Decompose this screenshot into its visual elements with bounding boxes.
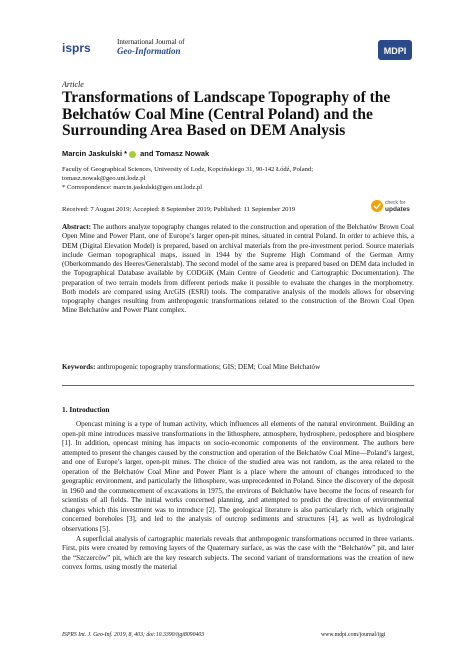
author-email[interactable]: tomasz.nowak@geo.uni.lodz.pl: [62, 175, 146, 183]
orcid-icon[interactable]: [129, 151, 136, 158]
author-list: [62, 149, 209, 158]
paragraph: Opencast mining is a type of human activity, which influences all elements of the natural environment. Building an open-pit mine introduces massive transformations in the lithosphere, atmosphere, hydrosphere, pedosphere and biosphere [1]. In addition, opencast mining has impacts on socio-economic components of the environment. The authors here attempted to present the changes caused by the construction and operation of the Bełchatów Coal Mine—Poland’s largest, and one of Europe’s larger, open-pit mines. The choice of the studied area was not random, as the area related to the operation of the Bełchatów Coal Mine and Power Plant is a place where the amount of changes introduced to the geographic environment, and particularly the lithosphere, was unprecedented in Poland. Since the discovery of the deposit in 1960 and the commencement of excavations in 1975, the environs of Bełchatów have become the focus of research for scientists of all fields. The initial works concerned planning, and attempted to predict the direction of environmental changes which this investment was to introduce [2]. The geological literature is also particularly rich, which originally concerned boreholes [3], and led to the analysis of outcrop sediments and structures [4], as well as hydrological observations [5].: [62, 420, 414, 534]
paper-title: Transformations of Landscape Topography of the Bełchatów Coal Mine (Central Poland) and the Surrounding Area Based on DEM Analysis: [62, 89, 391, 139]
author-second[interactable]: and Tomasz Nowak: [140, 149, 210, 158]
keywords: [62, 363, 414, 372]
article-type: Article: [62, 80, 84, 89]
author-first[interactable]: Marcin Jaskulski *: [62, 149, 128, 158]
correspondence[interactable]: * Correspondence: marcin.jaskulski@geo.uni.lodz.pl: [62, 184, 203, 192]
mdpi-text: MDPI: [383, 46, 407, 56]
publication-dates: Received: 7 August 2019; Accepted: 8 September 2019; Published: 11 September 2019: [62, 206, 296, 213]
updates-icon: [371, 200, 383, 212]
logo-text: isprs: [62, 41, 91, 55]
updates-line1: check for: [385, 200, 406, 206]
section-heading: 1. Introduction: [62, 405, 110, 414]
keywords-text: anthropogenic topography transformations; GIS; DEM; Coal Mine Bełchatów: [97, 363, 321, 371]
paragraph: A superficial analysis of cartographic materials reveals that anthropogenic transformations occurred in three variants. First, pits were created by removing layers of the Quaternary surface, as was the case with the “Bełchatów” pit, and later the “Szczerców” pit, which are the key research subjects. The second variant of transformations was the creation of new convex forms, using mostly the material: [62, 534, 414, 572]
abstract-label: Abstract:: [62, 223, 91, 231]
check-updates-badge[interactable]: [370, 196, 410, 216]
affiliation: [62, 165, 402, 193]
footer-citation: ISPRS Int. J. Geo-Inf. 2019, 8, 403; doi:10.3390/ijgi8090403: [62, 632, 205, 638]
affiliation-line: Faculty of Geographical Sciences, University of Lodz, Kopcińskiego 31, 90-142 Łódź, Poland;: [62, 166, 314, 173]
abstract-text: The authors analyze topography changes related to the construction and operation of the Bełchatów Brown Coal Open Mine and Power Plant, one of Europe’s larger open-pit mines, situated in central Poland. In order to achieve this, a DEM (Digital Elevation Model) is prepared, based on archival materials from the pre-investment period. Source materials include German topographical maps, issued in 1944 by the Supreme High Command of the German Army (Oberkommando des Heeres/Generalstab). The second model of the same area is prepared based on DEM data included in the Topographical Database available by CODGiK (Main Centre of Geodetic and Cartographic Documentation). The preparation of two terrain models from different periods make it possible to evaluate the changes in the morphometry. Both models are compared using ArcGIS (ESRI) tools. The comparative analysis of the models allows for observing topography changes resulting from anthropogenic transformations related to the construction of the Brown Coal Open Mine Bełchatów and Power Plant complex.: [62, 223, 414, 315]
updates-line2: updates: [385, 206, 410, 213]
abstract: [62, 223, 414, 316]
isprs-logo: [62, 40, 114, 56]
mdpi-logo: [378, 40, 412, 60]
footer-url[interactable]: www.mdpi.com/journal/ijgi: [321, 632, 386, 638]
journal-title: Geo-Information: [117, 46, 181, 56]
section-divider: [62, 385, 414, 386]
keywords-label: Keywords:: [62, 363, 96, 371]
body-text: [62, 420, 414, 573]
journal-name: [117, 38, 184, 56]
journal-prefix: International Journal of: [117, 38, 185, 46]
